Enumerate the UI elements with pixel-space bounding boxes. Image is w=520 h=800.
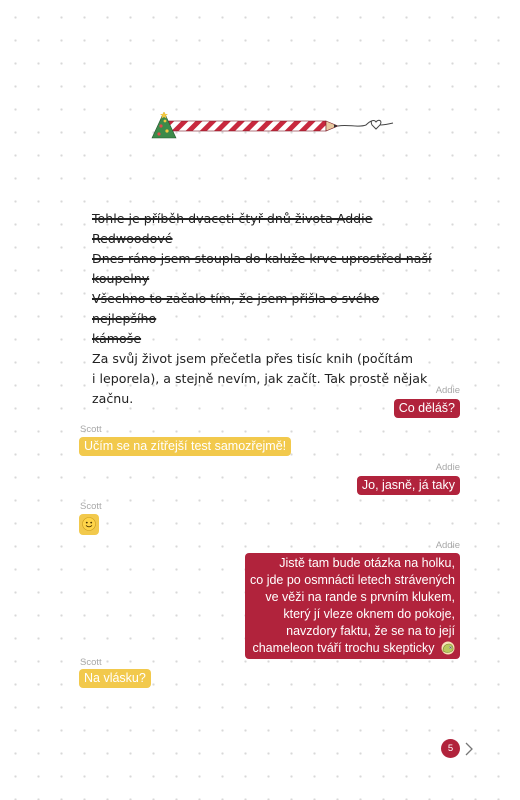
sender-name: Addie: [435, 385, 460, 396]
sender-name: Scott: [80, 424, 102, 435]
smiling-face-icon: [82, 517, 96, 531]
message-bubble: Jo, jasně, já taky: [357, 476, 460, 495]
sender-name: Scott: [80, 657, 102, 668]
message-bubble: [245, 553, 460, 659]
struck-line: koupelny: [92, 271, 150, 286]
chameleon-icon: [441, 641, 455, 655]
message-bubble: Na vlásku?: [79, 669, 151, 688]
message-line: ve věži na rande s prvním klukem,: [265, 590, 455, 604]
sender-name: Addie: [435, 540, 460, 551]
chevron-right-icon[interactable]: [465, 742, 473, 756]
struck-line: Tohle je příběh dvaceti čtyř dnů života Addie Redwoodové: [92, 211, 373, 246]
sender-name: Scott: [80, 501, 102, 512]
struck-line: Dnes ráno jsem stoupla do kaluže krve uprostřed naší: [92, 251, 432, 266]
page-nav: [441, 739, 473, 758]
diary-line: i leporela), a stejně nevím, jak začít. Tak prostě nějak: [92, 371, 428, 386]
message-line: který jí vleze oknem do pokoje,: [283, 607, 455, 621]
message-line: [250, 640, 455, 657]
message-bubble: Učím se na zítřejší test samozřejmě!: [79, 437, 291, 456]
pencil-illustration: [148, 112, 398, 142]
message-line-text: chameleon tváří trochu skepticky: [252, 641, 435, 655]
struck-line: kámoše: [92, 331, 142, 346]
message-line: navzdory faktu, že se na to její: [286, 624, 455, 638]
diary-text: [92, 209, 442, 409]
diary-line: začnu.: [92, 391, 134, 406]
struck-line: Všechno to začalo tím, že jsem přišla o svého nejlepšího: [92, 291, 380, 326]
sender-name: Addie: [435, 462, 460, 473]
message-line: Jistě tam bude otázka na holku,: [279, 556, 455, 570]
message-bubble: Co děláš?: [394, 399, 460, 418]
page-number: 5: [441, 739, 460, 758]
message-line: co jde po osmnácti letech strávených: [250, 573, 455, 587]
diary-line: Za svůj život jsem přečetla přes tisíc knih (počítám: [92, 351, 413, 366]
message-bubble: [79, 514, 99, 535]
